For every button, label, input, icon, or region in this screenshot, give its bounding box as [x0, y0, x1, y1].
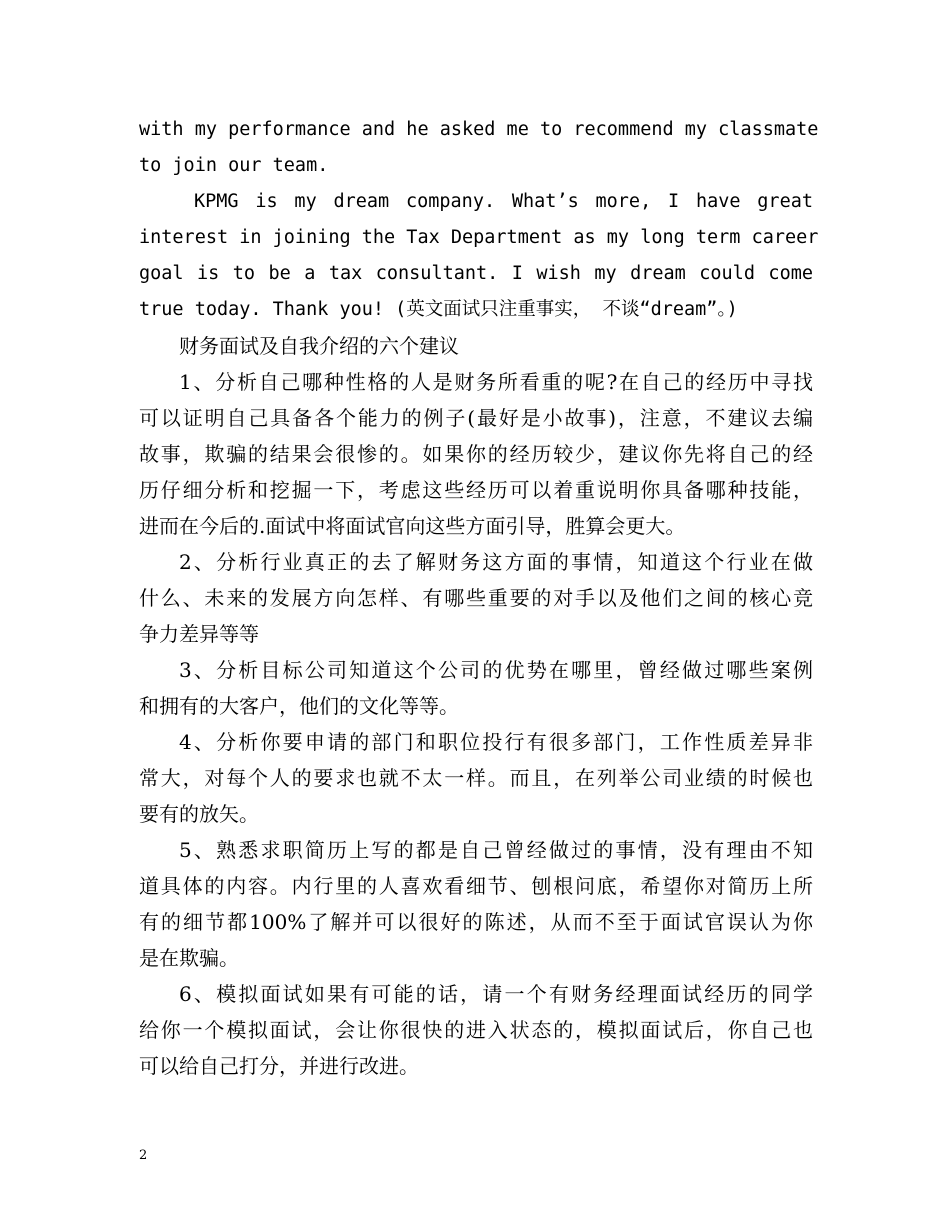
text-line: 3、分析目标公司知道这个公司的优势在哪里，曾经做过哪些案例	[179, 658, 813, 682]
text-line: 和拥有的大客户，他们的文化等等。	[139, 694, 459, 718]
text-line: 6、模拟面试如果有可能的话，请一个有财务经理面试经历的同学	[179, 982, 813, 1006]
text-line: 常大，对每个人的要求也就不太一样。而且，在列举公司业绩的时候也	[139, 766, 813, 790]
text-line: true today. Thank you! (英文面试只注重事实， 不谈“dream”。)	[139, 299, 738, 320]
text-line: 争力差异等等	[139, 622, 259, 646]
text-line: interest in joining the Tax Department as my long term career	[139, 227, 819, 248]
text-line: 有的细节都100%了解并可以很好的陈述，从而不至于面试官误认为你	[139, 910, 813, 934]
text-line: 5、熟悉求职简历上写的都是自己曾经做过的事情，没有理由不知	[179, 838, 813, 862]
text-line: goal is to be a tax consultant. I wish my dream could come	[139, 263, 813, 284]
text-line: 是在欺骗。	[139, 946, 239, 970]
text-line: 可以证明自己具备各个能力的例子(最好是小故事)，注意，不建议去编	[139, 406, 813, 430]
text-line: 道具体的内容。内行里的人喜欢看细节、刨根问底，希望你对简历上所	[139, 874, 813, 898]
text-line: 1、分析自己哪种性格的人是财务所看重的呢?在自己的经历中寻找	[179, 370, 813, 394]
text-line: 故事，欺骗的结果会很惨的。如果你的经历较少，建议你先将自己的经	[139, 442, 813, 466]
text-line: to join our team.	[139, 155, 329, 176]
section-heading: 财务面试及自我介绍的六个建议	[179, 334, 459, 358]
text-line: with my performance and he asked me to recommend my classmate	[139, 119, 819, 140]
text-line: 什么、未来的发展方向怎样、有哪些重要的对手以及他们之间的核心竞	[139, 586, 813, 610]
text-line: KPMG is my dream company. What’s more, I have great	[194, 191, 813, 212]
document-body	[139, 112, 819, 1084]
text-line: 历仔细分析和挖掘一下，考虑这些经历可以着重说明你具备哪种技能，	[139, 478, 813, 502]
text-line: 4、分析你要申请的部门和职位投行有很多部门，工作性质差异非	[179, 730, 813, 754]
text-line: 进而在今后的.面试中将面试官向这些方面引导，胜算会更大。	[139, 514, 686, 538]
text-line: 可以给自己打分，并进行改进。	[139, 1054, 419, 1078]
text-line: 给你一个模拟面试，会让你很快的进入状态的，模拟面试后，你自己也	[139, 1018, 813, 1042]
text-line: 要有的放矢。	[139, 802, 259, 826]
page-number: 2	[139, 1148, 148, 1163]
text-line: 2、分析行业真正的去了解财务这方面的事情，知道这个行业在做	[179, 550, 813, 574]
